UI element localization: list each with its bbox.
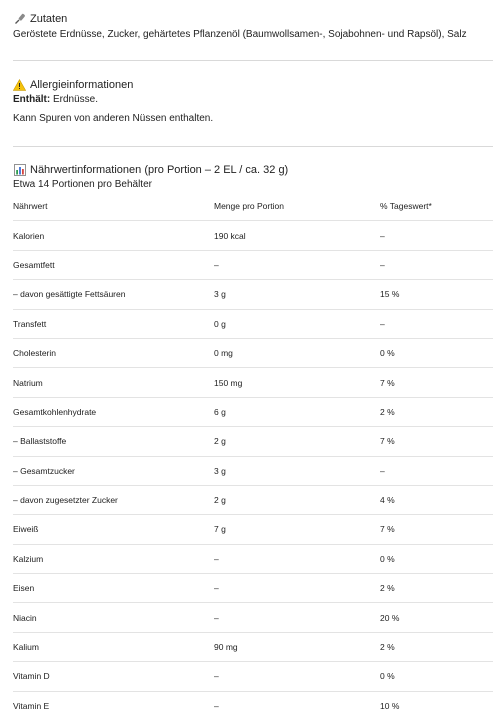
table-header-row — [13, 192, 493, 221]
ingredients-text: Geröstete Erdnüsse, Zucker, gehärtetes Pflanzenöl (Baumwollsamen-, Sojabohnen- und Rapsöl), Salz — [13, 29, 467, 40]
table-row — [13, 632, 493, 661]
daily-value: 2 % — [380, 406, 395, 417]
nutrient-name: – Gesamtzucker — [13, 465, 75, 476]
ingredients-title: Zutaten — [30, 12, 68, 25]
amount-per-serving: – — [214, 612, 219, 623]
column-header: % Tageswert* — [380, 201, 432, 212]
daily-value: – — [380, 230, 385, 241]
nutrient-name: Niacin — [13, 612, 37, 623]
nutrient-name: – davon zugesetzter Zucker — [13, 495, 118, 506]
allergy-heading — [13, 78, 493, 91]
daily-value: 7 % — [380, 436, 395, 447]
nutrient-name: Kalium — [13, 642, 39, 653]
daily-value: 10 % — [380, 700, 400, 711]
amount-per-serving: 3 g — [214, 465, 226, 476]
table-row — [13, 515, 493, 544]
nutrient-name: Cholesterin — [13, 348, 56, 359]
amount-per-serving: 0 g — [214, 318, 226, 329]
table-row — [13, 427, 493, 456]
amount-per-serving: 3 g — [214, 289, 226, 300]
divider — [13, 60, 493, 61]
nutrition-title: Nährwertinformationen (pro Portion – 2 EL / ca. 32 g) — [30, 163, 289, 176]
nutrient-name: Gesamtfett — [13, 259, 55, 270]
pin-icon — [13, 12, 26, 25]
daily-value: – — [380, 259, 385, 270]
divider — [13, 146, 493, 147]
daily-value: 0 % — [380, 348, 395, 359]
daily-value: 0 % — [380, 671, 395, 682]
nutrient-name: – Ballaststoffe — [13, 436, 67, 447]
nutrient-name: Natrium — [13, 377, 43, 388]
nutrient-name: Eiweiß — [13, 524, 39, 535]
daily-value: 20 % — [380, 612, 400, 623]
amount-per-serving: 6 g — [214, 406, 226, 417]
table-row — [13, 250, 493, 279]
daily-value: 15 % — [380, 289, 400, 300]
nutrient-name: Transfett — [13, 318, 47, 329]
nutrient-name: Kalzium — [13, 553, 44, 564]
amount-per-serving: – — [214, 583, 219, 594]
warning-icon — [13, 78, 26, 91]
table-row — [13, 368, 493, 397]
amount-per-serving: 150 mg — [214, 377, 243, 388]
table-row — [13, 544, 493, 573]
allergy-contains — [13, 93, 493, 107]
amount-per-serving: 2 g — [214, 436, 226, 447]
daily-value: 2 % — [380, 583, 395, 594]
table-row — [13, 309, 493, 338]
column-header: Menge pro Portion — [214, 201, 284, 212]
column-header: Nährwert — [13, 201, 48, 212]
table-row — [13, 662, 493, 691]
amount-per-serving: 2 g — [214, 495, 226, 506]
nutrient-name: Kalorien — [13, 230, 45, 241]
nutrient-name: – davon gesättigte Fettsäuren — [13, 289, 126, 300]
allergy-contains-value: Erdnüsse. — [53, 94, 99, 105]
amount-per-serving: 7 g — [214, 524, 226, 535]
allergy-section — [13, 78, 493, 126]
table-row — [13, 574, 493, 603]
bar-chart-icon — [13, 163, 26, 176]
allergy-contains-label: Enthält: — [13, 94, 51, 105]
table-row — [13, 397, 493, 426]
daily-value: 7 % — [380, 524, 395, 535]
amount-per-serving: – — [214, 259, 219, 270]
amount-per-serving: – — [214, 671, 219, 682]
ingredients-heading — [13, 12, 493, 25]
nutrient-name: Vitamin D — [13, 671, 50, 682]
table-row — [13, 280, 493, 309]
table-row — [13, 691, 493, 720]
table-row — [13, 485, 493, 514]
nutrition-servings: Etwa 14 Portionen pro Behälter — [13, 179, 152, 190]
daily-value: 7 % — [380, 377, 395, 388]
table-row — [13, 338, 493, 367]
nutrient-name: Vitamin E — [13, 700, 50, 711]
nutrition-section — [13, 163, 493, 720]
nutrient-name: Eisen — [13, 583, 35, 594]
amount-per-serving: 90 mg — [214, 642, 238, 653]
daily-value: 4 % — [380, 495, 395, 506]
amount-per-serving: – — [214, 700, 219, 711]
table-row — [13, 221, 493, 250]
amount-per-serving: – — [214, 553, 219, 564]
daily-value: – — [380, 318, 385, 329]
nutrition-heading — [13, 163, 493, 176]
daily-value: 0 % — [380, 553, 395, 564]
table-row — [13, 603, 493, 632]
amount-per-serving: 0 mg — [214, 348, 233, 359]
amount-per-serving: 190 kcal — [214, 230, 246, 241]
ingredients-section — [13, 12, 493, 42]
nutrition-table — [13, 192, 493, 720]
table-row — [13, 456, 493, 485]
allergy-title: Allergieinformationen — [30, 78, 134, 91]
allergy-trace: Kann Spuren von anderen Nüssen enthalten. — [13, 113, 214, 124]
daily-value: – — [380, 465, 385, 476]
nutrient-name: Gesamtkohlenhydrate — [13, 406, 97, 417]
daily-value: 2 % — [380, 642, 395, 653]
